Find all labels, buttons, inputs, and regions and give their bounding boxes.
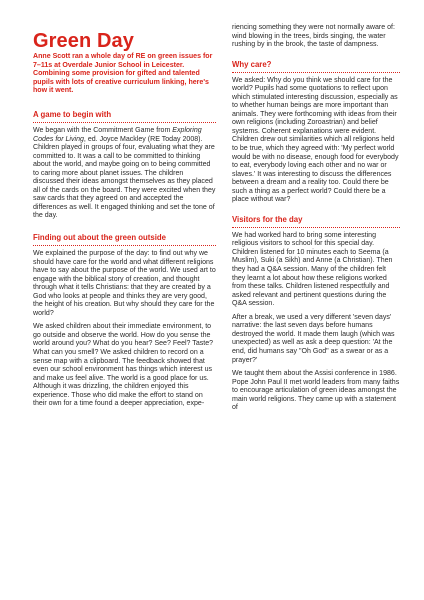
outside-paragraph-2-continued: riencing something they were not normally aware of: wind blowing in the trees, birds singing, the water rushing by in the brook, the taste of dampness.	[232, 24, 395, 49]
visitors-paragraph-1: We had worked hard to bring some interesting religious visitors to school for this special day. Children listened for 10 minutes each to Seema (a Muslim), Suki (a Sikh) and Anne (a Christian). Then they had a Q&A session. Many of the children felt they learnt a lot about how these religions worked from these talks. Children listened respectfully and asked relevant and pertinent questions during the Q&A session.	[232, 231, 393, 308]
section-divider	[33, 122, 216, 123]
outside-paragraph-1: We explained the purpose of the day: to find out why we should have care for the world and what different religions have to say about the purpose of the world. We used art to engage with the biblical story of creation, and thought through what it tells Christians: that they are created by a God who looks at people and thinks they are very good, the height of his creation. But why should they care for the world?	[33, 249, 216, 317]
section-divider	[232, 227, 400, 228]
article-intro: Anne Scott ran a whole day of RE on green issues for 7–11s at Overdale Junior School in Leicester. Combining some provision for gifted and talented pupils with lots of creative curriculum linking, here's how it went.	[33, 53, 213, 95]
left-column	[33, 30, 216, 409]
book-title: Exploring Codes for Living	[33, 126, 202, 143]
section-heading-why: Why care?	[232, 59, 272, 69]
section-divider	[33, 245, 216, 246]
outside-paragraph-2: We asked children about their immediate environment, to go outside and observe the world. How do you sense the world around you? What do you hear? See? Feel? Taste? What can you smell? We asked children to record on a sense map with a clipboard. The feedback showed that even our school environment has things which interest us and make us feel alive. The world is a good place for us. Although it was drizzling, the children enjoyed this experience. Those who did make the effort to stand on their own for a time found a deeper appreciation, expe-	[33, 323, 214, 408]
game-text-a: We began with the Commitment Game from	[33, 126, 173, 134]
visitors-paragraph-3: We taught them about the Assisi conference in 1986. Pope John Paul II met world leaders from many faiths to encourage articulation of green ideas amongst the main world religions. They came up with a statement of	[232, 370, 400, 412]
right-column	[232, 24, 400, 413]
game-paragraph	[33, 127, 216, 221]
article-title: Green Day	[33, 30, 134, 52]
why-paragraph: We asked: Why do you think we should care for the world? Pupils had some quotations to reflect upon which stimulated interesting discussion, especially as to whether human beings are more important than animals. They were forthcoming with ideas from their own religions (including Zoroastrian) and belief systems. Coherent explanations were evident. Children drew out similarities which all religions held to be true, which they agreed with: 'My perfect world would be with no disease, enough food for everybody to eat, everybody loving each other and no war or slaves.' It was interesting to discuss the differences between a dream and a reality too. Could there be such a thing as a perfect world? Could there be a place without war?	[232, 76, 399, 204]
section-heading-game: A game to begin with	[33, 109, 112, 119]
section-heading-visitors: Visitors for the day	[232, 214, 303, 224]
visitors-paragraph-2: After a break, we used a very different 'seven days' narrative: the last seven days before humans destroyed the world. It made them laugh (which was unexpected) as well as ask a deep question: 'At the end, did humans say "Oh God" as a swear or as a prayer?'	[232, 313, 395, 364]
game-text-b: , ed. Joyce Mackley (RE Today 2008). Children played in groups of four, evaluating what they are committed to. It was a call to be committed to thinking about the world, and maybe going on to being committed to caring more about planet issues. The children discussed their ideas amongst themselves as they placed all of the cards on the board. They were excited when they saw cards that they agreed on and accepted the differences as well. It engaged thinking and set the tone of the day.	[33, 135, 216, 220]
section-heading-outside: Finding out about the green outside	[33, 232, 166, 242]
section-divider	[232, 72, 400, 73]
